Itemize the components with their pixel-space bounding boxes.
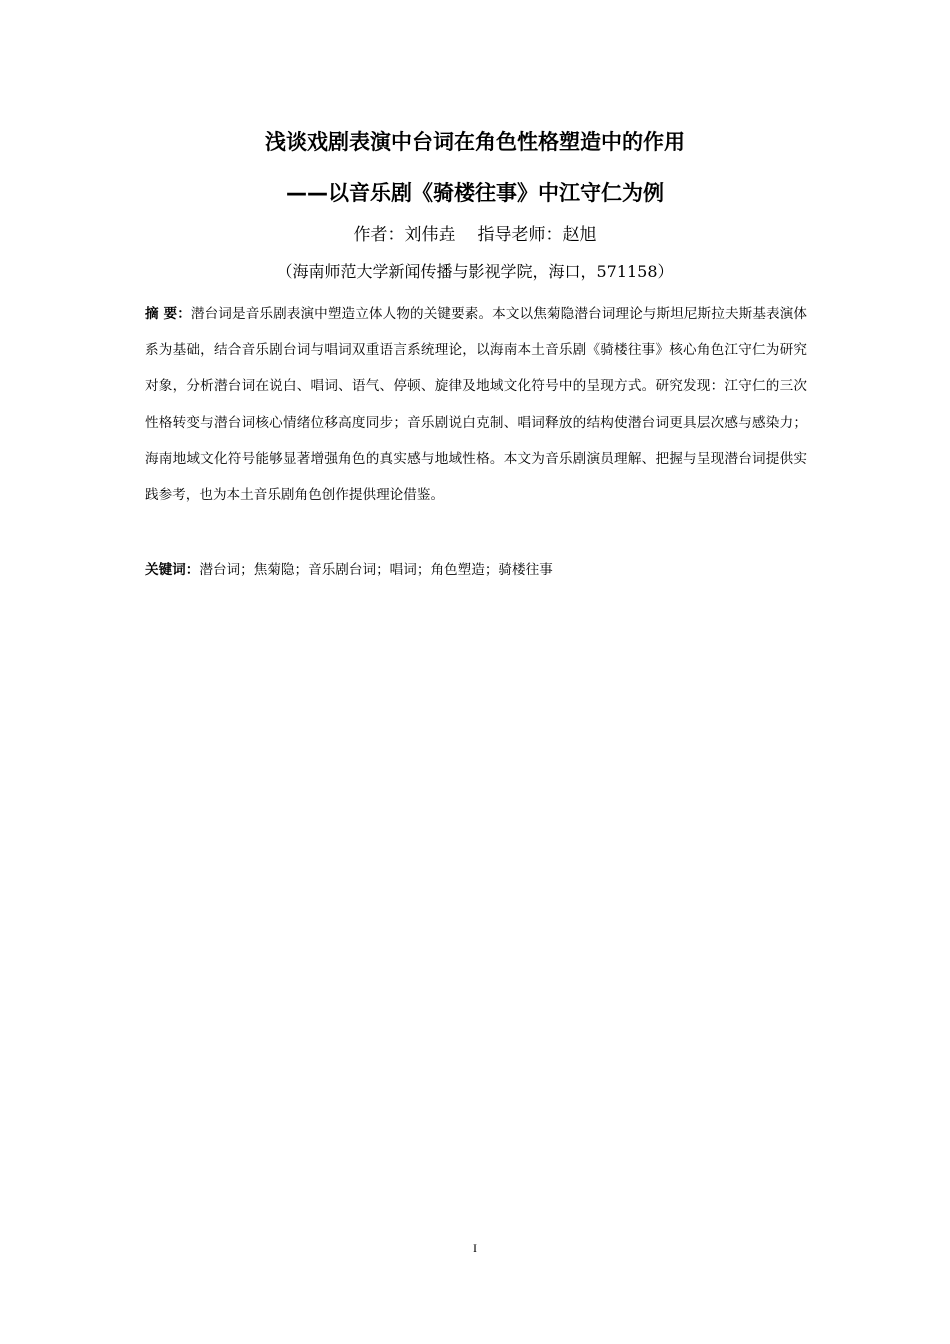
abstract-text: 潜台词是音乐剧表演中塑造立体人物的关键要素。本文以焦菊隐潜台词理论与斯坦尼斯拉夫斯基表演体系为基础，结合音乐剧台词与唱词双重语言系统理论，以海南本土音乐剧《骑楼往事》核心角色江守仁为研究对象，分析潜台词在说白、唱词、语气、停顿、旋律及地域文化符号中的呈现方式。研究发现：江守仁的三次性格转变与潜台词核心情绪位移高度同步；音乐剧说白克制、唱词释放的结构使潜台词更具层次感与感染力；海南地域文化符号能够显著增强角色的真实感与地域性格。本文为音乐剧演员理解、把握与呈现潜台词提供实践参考，也为本土音乐剧角色创作提供理论借鉴。 bbox=[145, 306, 808, 504]
abstract bbox=[145, 296, 807, 513]
abstract-label: 摘 要： bbox=[145, 306, 191, 322]
author-label: 作者： bbox=[353, 225, 405, 245]
keywords-label: 关键词： bbox=[145, 562, 200, 578]
author-line bbox=[0, 223, 950, 247]
paper-subtitle: ——以音乐剧《骑楼往事》中江守仁为例 bbox=[286, 181, 664, 205]
keywords-text: 潜台词；焦菊隐；音乐剧台词；唱词；角色塑造；骑楼往事 bbox=[199, 562, 553, 578]
paper-title: 浅谈戏剧表演中台词在角色性格塑造中的作用 bbox=[265, 130, 685, 154]
advisor-label: 指导老师： bbox=[477, 225, 563, 245]
page-number: I bbox=[473, 1241, 477, 1255]
author-name: 刘伟垚 bbox=[404, 225, 456, 245]
keywords bbox=[145, 556, 807, 584]
advisor-name: 赵旭 bbox=[562, 225, 597, 245]
affiliation: （海南师范大学新闻传播与影视学院，海口，571158） bbox=[276, 262, 674, 281]
